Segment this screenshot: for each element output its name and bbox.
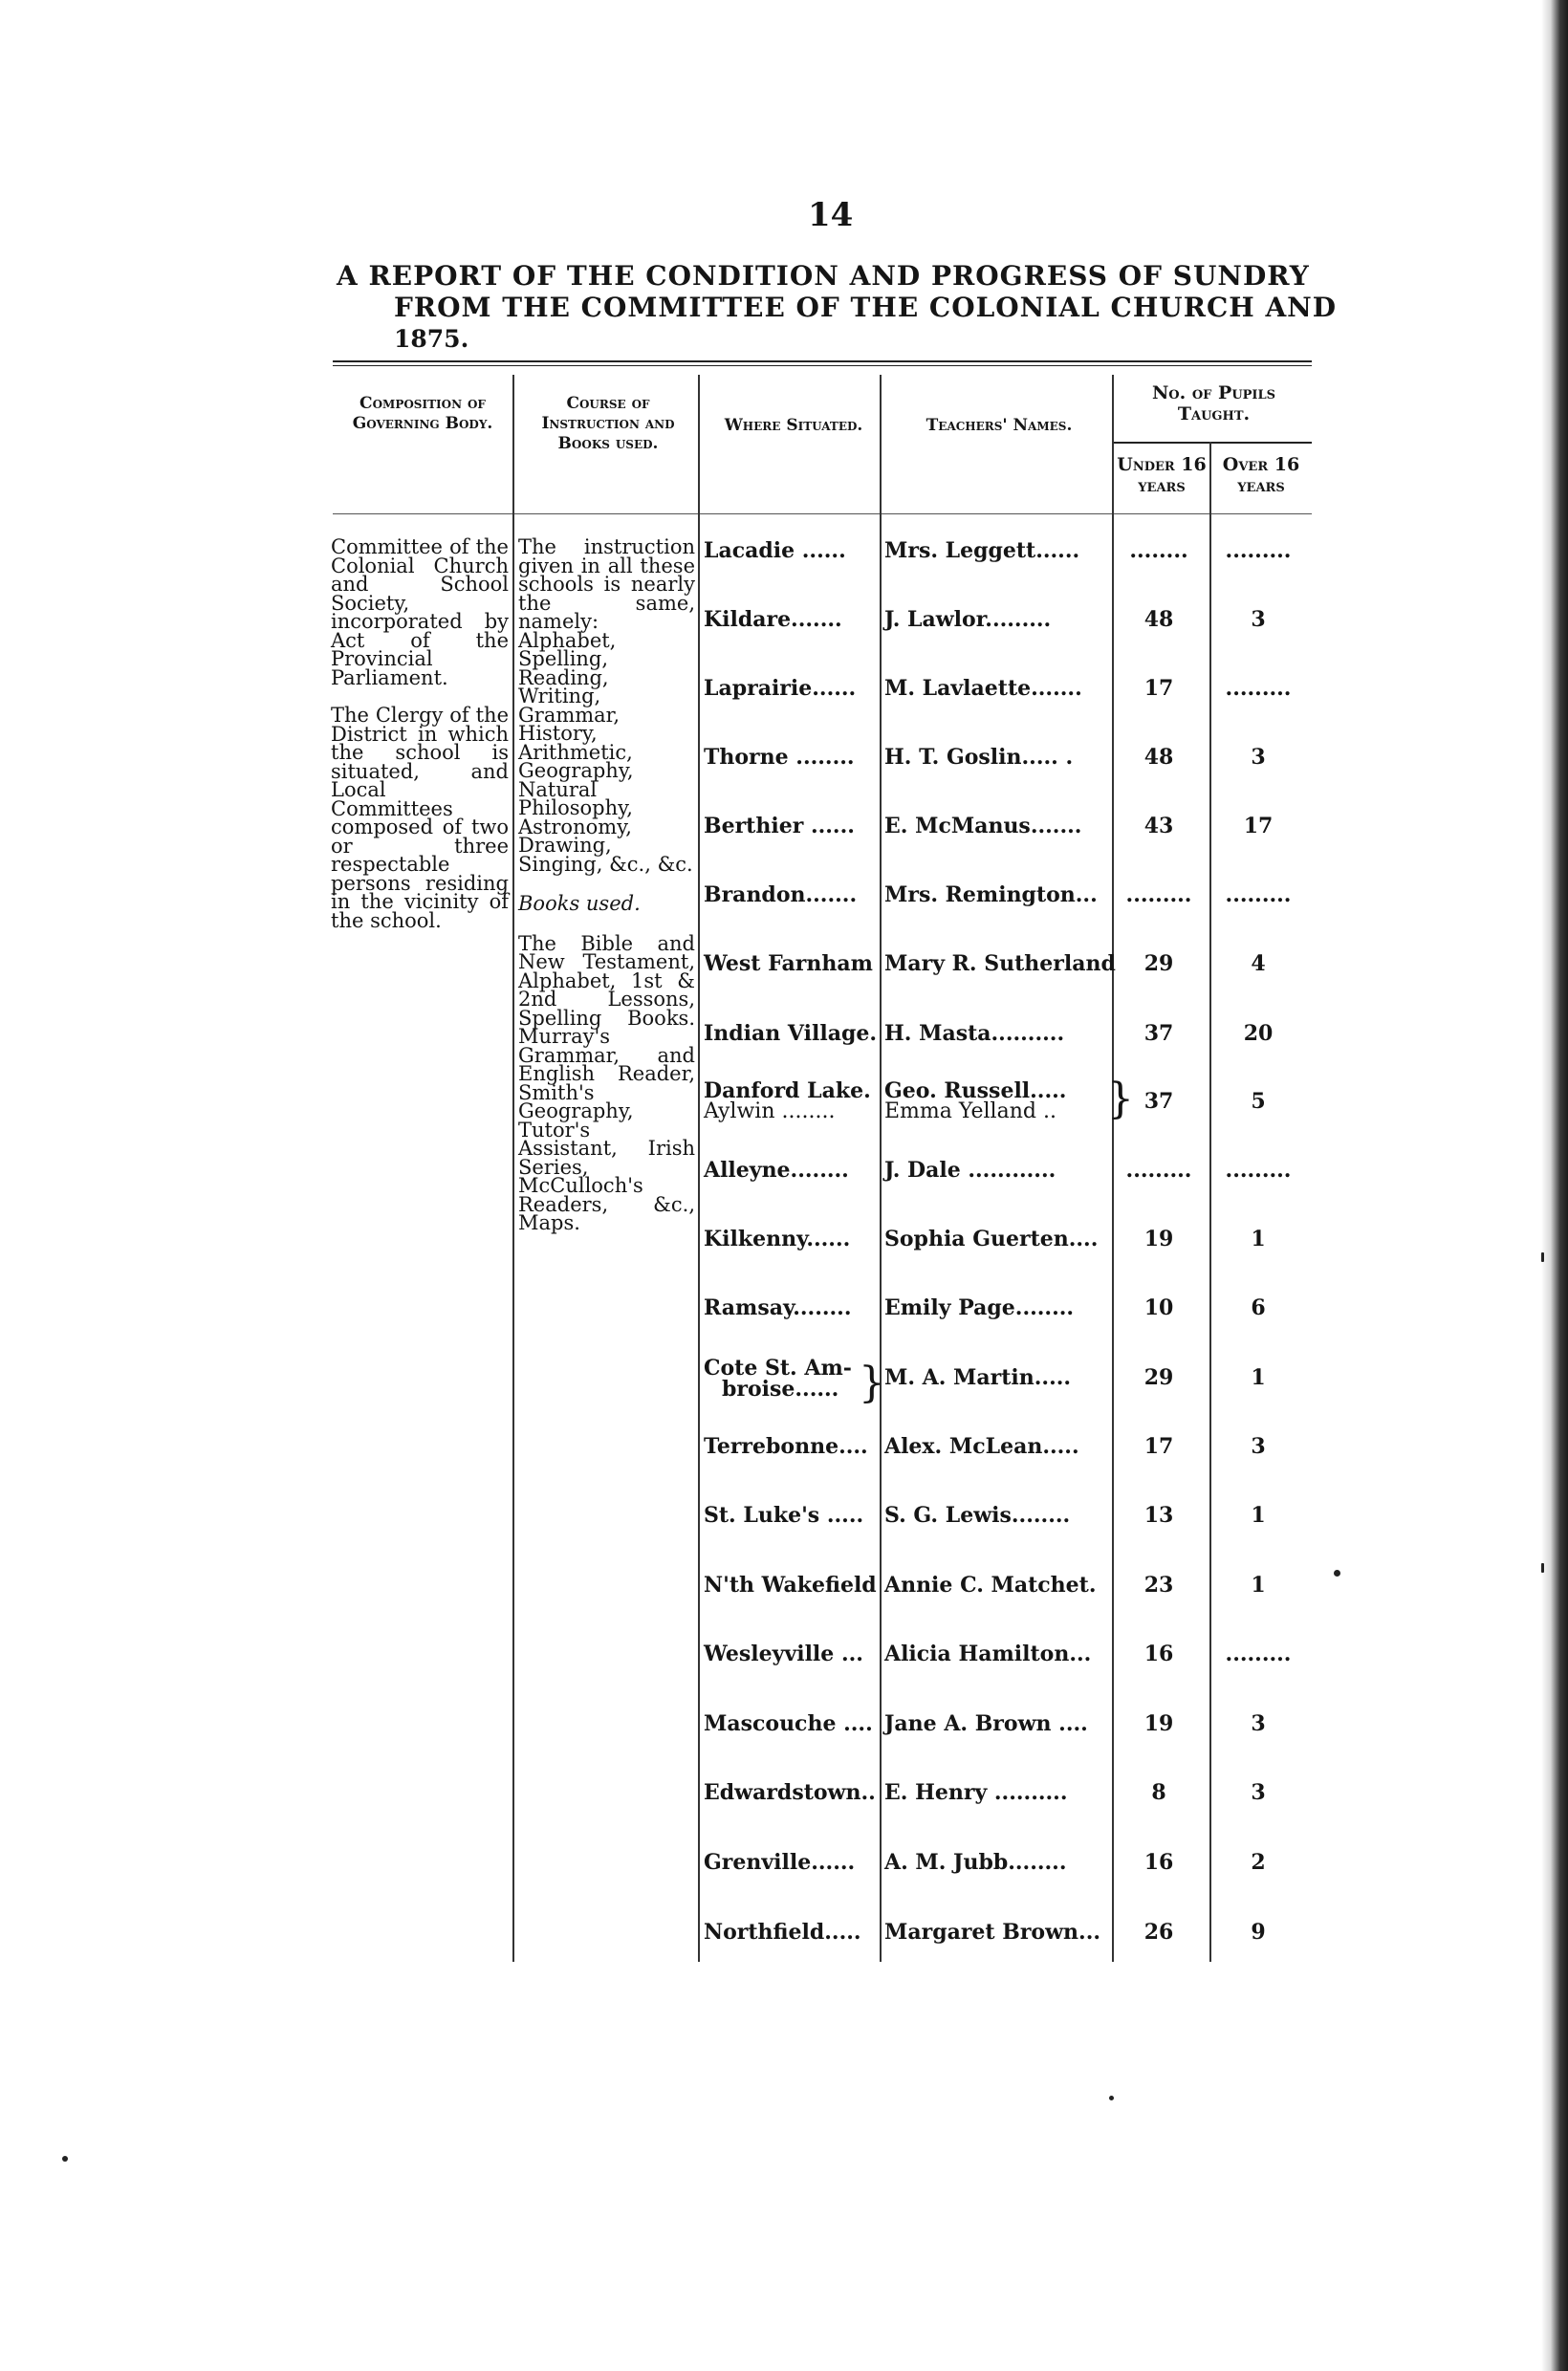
row-under-16: 23 <box>1143 1573 1174 1598</box>
row-teacher: Alicia Hamilton... <box>884 1642 1092 1666</box>
header-under-16: Under 16 years <box>1117 454 1207 496</box>
page-number: 14 <box>808 196 854 234</box>
row-place-second-line: Aylwin ........ <box>704 1099 836 1123</box>
row-place: Edwardstown.. <box>704 1780 876 1805</box>
header-where: Where Situated. <box>724 416 863 435</box>
row-teacher: Margaret Brown... <box>884 1920 1101 1945</box>
row-place: Brandon....... <box>704 882 858 907</box>
row-over-16: 6 <box>1251 1295 1266 1320</box>
row-teacher: H. Masta.......... <box>884 1021 1065 1046</box>
row-over-16: ......... <box>1225 538 1292 563</box>
row-under-16: 17 <box>1143 1434 1174 1459</box>
row-under-16: 19 <box>1143 1227 1174 1251</box>
row-over-16: 1 <box>1251 1365 1266 1390</box>
row-over-16: 3 <box>1251 745 1266 770</box>
row-place: Alleyne........ <box>704 1158 849 1183</box>
row-place-second-line: broise...... <box>722 1377 839 1402</box>
col-rule-2 <box>698 375 700 1962</box>
composition-paragraph-2: The Clergy of the District in which the school is situated, and Local Committees composed of two or three respectable persons residing in the vicinity of the school. <box>331 704 509 932</box>
col-rule-1 <box>512 375 514 1962</box>
row-teacher: Geo. Russell..... <box>884 1078 1067 1103</box>
row-under-16: ......... <box>1125 882 1192 907</box>
col-rule-4 <box>1112 375 1114 1962</box>
row-under-16: 16 <box>1143 1642 1174 1666</box>
col-rule-3 <box>880 375 882 1962</box>
row-teacher-second-line: Emma Yelland .. <box>884 1099 1056 1123</box>
row-over-16: ......... <box>1225 882 1292 907</box>
row-over-16: 17 <box>1243 814 1274 838</box>
row-teacher: A. M. Jubb........ <box>884 1850 1067 1875</box>
row-place: Grenville...... <box>704 1850 856 1875</box>
row-under-16: ......... <box>1125 1158 1192 1183</box>
row-over-16: 2 <box>1251 1850 1266 1875</box>
scan-speck <box>1541 1252 1544 1262</box>
row-under-16: 29 <box>1143 951 1174 976</box>
row-over-16: 3 <box>1251 607 1266 632</box>
books-used-heading: Books used. <box>518 892 641 915</box>
top-rule-thin <box>333 365 1312 366</box>
row-teacher: M. A. Martin..... <box>884 1365 1072 1390</box>
row-under-16: 48 <box>1143 607 1174 632</box>
page-edge-shadow <box>1541 0 1568 2371</box>
row-teacher: Sophia Guerten.... <box>884 1227 1099 1251</box>
row-place: Wesleyville ... <box>704 1642 863 1666</box>
title-line-3: 1875. <box>394 325 469 353</box>
row-teacher: J. Dale ............ <box>884 1158 1056 1183</box>
row-place: Terrebonne.... <box>704 1434 868 1459</box>
course-paragraph-1: The instruction given in all these schools is nearly the same, namely: Alphabet, Spelling, Reading, Writing, Grammar, History, Arithmetic, Geography, Natural Philosophy, Astronomy, Drawing, Singing, &c., &c. <box>518 535 695 876</box>
header-bottom-rule <box>333 513 1312 514</box>
row-place: Berthier ...... <box>704 814 855 838</box>
top-rule <box>333 360 1312 362</box>
row-place: West Farnham <box>704 951 873 976</box>
row-place: Lacadie ...... <box>704 538 846 563</box>
row-place: Cote St. Am- <box>704 1356 852 1381</box>
row-over-16: 3 <box>1251 1434 1266 1459</box>
row-teacher: Jane A. Brown .... <box>884 1711 1088 1736</box>
row-over-16: 4 <box>1251 951 1266 976</box>
row-teacher: Mrs. Leggett...... <box>884 538 1080 563</box>
row-under-16: 37 <box>1143 1089 1174 1114</box>
row-teacher: Mary R. Sutherland <box>884 951 1116 976</box>
header-over-16: Over 16 years <box>1222 454 1300 496</box>
row-under-16: ........ <box>1129 538 1188 563</box>
row-under-16: 37 <box>1143 1021 1174 1046</box>
row-teacher: E. Henry .......... <box>884 1780 1068 1805</box>
composition-paragraph-1: Committee of the Colonial Church and School Society, incorporated by Act of the Provincial Parliament. <box>331 535 509 689</box>
scan-speck <box>62 2156 68 2162</box>
pupils-header-rule <box>1114 442 1312 444</box>
row-under-16: 48 <box>1143 745 1174 770</box>
row-under-16: 8 <box>1151 1780 1166 1805</box>
row-place: Ramsay........ <box>704 1295 852 1320</box>
row-place: Northfield..... <box>704 1920 861 1945</box>
course-paragraph-2: The Bible and New Testament, Alphabet, 1st & 2nd Lessons, Spelling Books. Murray's Grammar, and English Reader, Smith's Geography, Tutor's Assistant, Irish Series, McCulloch's Readers, &c., Maps. <box>518 931 695 1234</box>
course-column <box>518 535 695 1234</box>
header-teachers: Teachers' Names. <box>926 416 1073 435</box>
row-teacher: Alex. McLean..... <box>884 1434 1079 1459</box>
row-place: N'th Wakefield <box>704 1573 877 1598</box>
row-under-16: 26 <box>1143 1920 1174 1945</box>
row-teacher: S. G. Lewis........ <box>884 1503 1071 1528</box>
row-teacher: Mrs. Remington... <box>884 882 1098 907</box>
row-under-16: 17 <box>1143 676 1174 701</box>
title-line-2: FROM THE COMMITTEE OF THE COLONIAL CHURCH AND <box>394 292 1338 323</box>
row-over-16: 3 <box>1251 1780 1266 1805</box>
row-over-16: ......... <box>1225 1158 1292 1183</box>
row-teacher: H. T. Goslin..... . <box>884 745 1074 770</box>
row-over-16: 1 <box>1251 1573 1266 1598</box>
row-teacher: Emily Page........ <box>884 1295 1075 1320</box>
row-place: Danford Lake. <box>704 1078 871 1103</box>
row-over-16: 20 <box>1243 1021 1274 1046</box>
brace-icon: } <box>859 1359 885 1407</box>
row-over-16: ......... <box>1225 1642 1292 1666</box>
row-over-16: ......... <box>1225 676 1292 701</box>
row-over-16: 1 <box>1251 1227 1266 1251</box>
scan-speck <box>1541 1563 1544 1573</box>
row-under-16: 16 <box>1143 1850 1174 1875</box>
row-place: Kildare....... <box>704 607 842 632</box>
row-over-16: 1 <box>1251 1503 1266 1528</box>
row-place: Thorne ........ <box>704 745 855 770</box>
header-course: Course of Instruction and Books used. <box>541 394 675 453</box>
row-under-16: 29 <box>1143 1365 1174 1390</box>
row-over-16: 5 <box>1251 1089 1266 1114</box>
header-composition: Composition of Governing Body. <box>352 394 493 433</box>
row-under-16: 43 <box>1143 814 1174 838</box>
row-under-16: 10 <box>1143 1295 1174 1320</box>
brace-icon: } <box>1107 1075 1134 1123</box>
row-over-16: 3 <box>1251 1711 1266 1736</box>
row-teacher: M. Lavlaette....... <box>884 676 1082 701</box>
row-teacher: J. Lawlor......... <box>884 607 1052 632</box>
row-teacher: E. McManus....... <box>884 814 1082 838</box>
composition-column <box>331 535 509 932</box>
scan-speck <box>1334 1570 1340 1577</box>
row-place: Kilkenny...... <box>704 1227 851 1251</box>
row-place: St. Luke's ..... <box>704 1503 864 1528</box>
scan-speck <box>1109 2096 1114 2100</box>
row-place: Laprairie...... <box>704 676 857 701</box>
title-line-1: A REPORT OF THE CONDITION AND PROGRESS OF SUNDRY <box>337 260 1310 292</box>
row-place: Mascouche .... <box>704 1711 873 1736</box>
row-teacher: Annie C. Matchet. <box>884 1573 1097 1598</box>
row-under-16: 13 <box>1143 1503 1174 1528</box>
row-under-16: 19 <box>1143 1711 1174 1736</box>
row-over-16: 9 <box>1251 1920 1266 1945</box>
row-place: Indian Village. <box>704 1021 877 1046</box>
col-rule-5 <box>1209 442 1211 1962</box>
header-pupils: No. of Pupils Taught. <box>1151 382 1276 424</box>
